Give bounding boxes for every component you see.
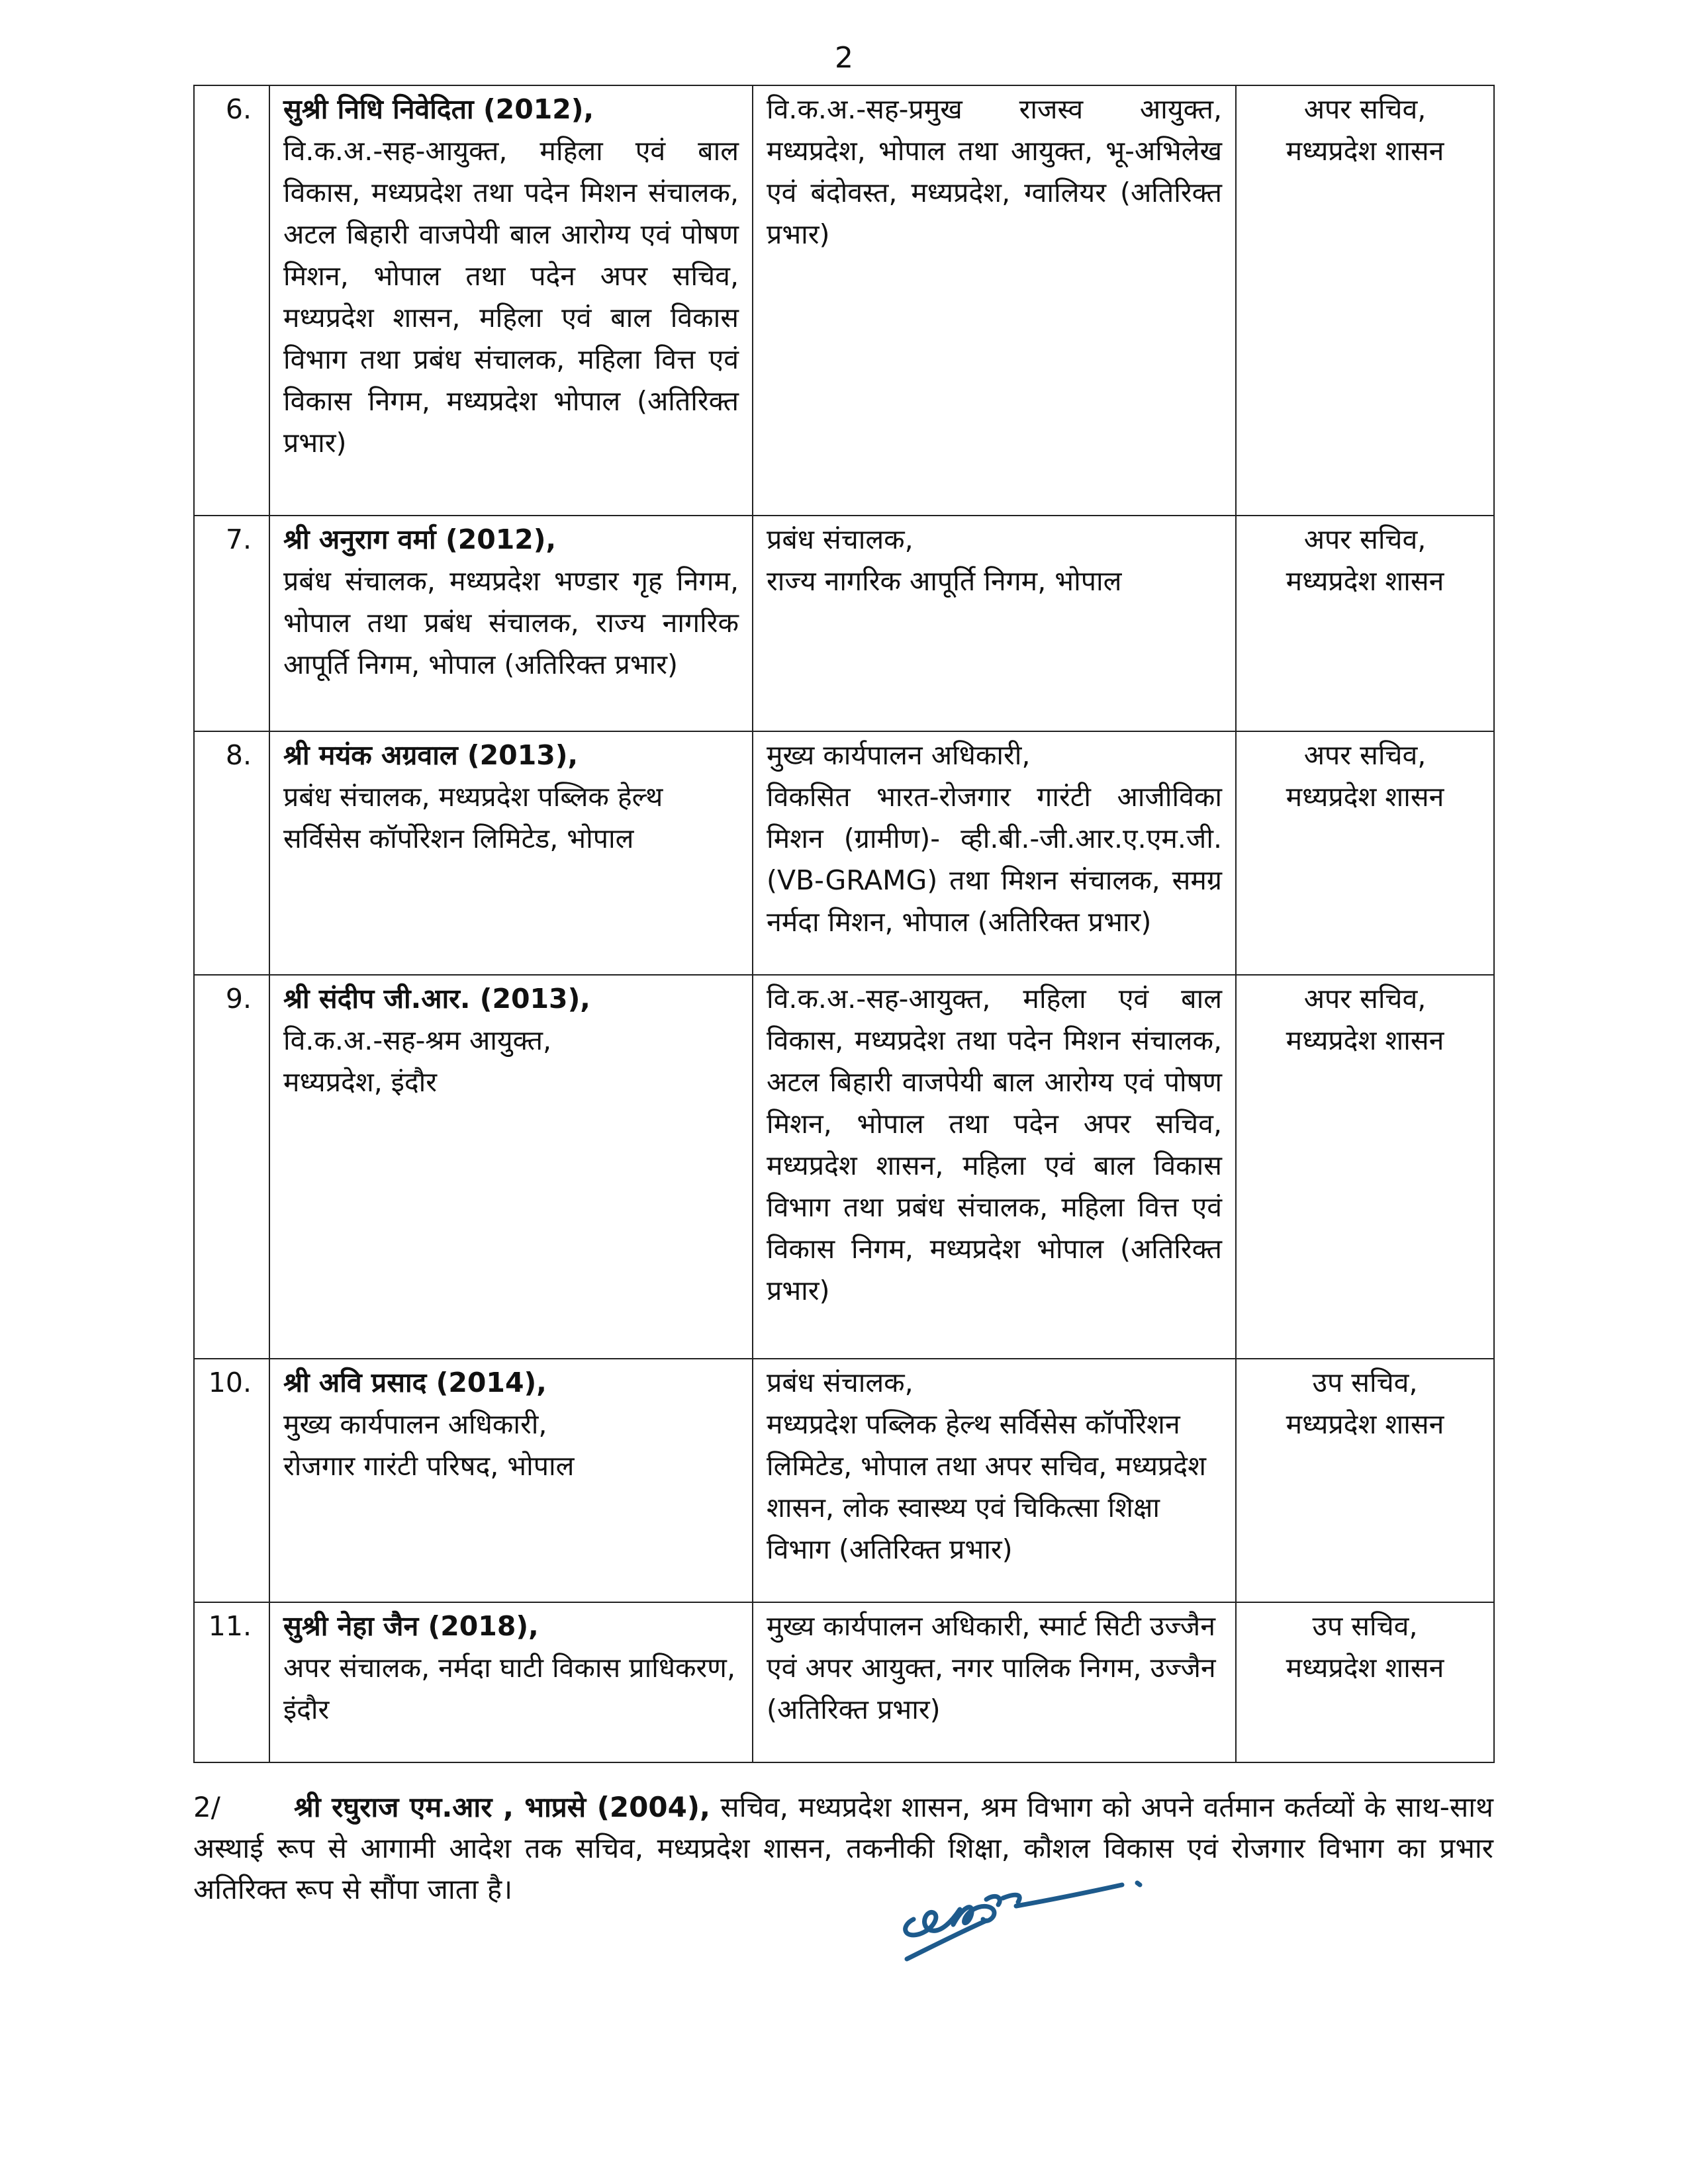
officer-name: सुश्री नेहा जैन (2018), (283, 1610, 539, 1642)
new-posting: विकसित भारत-रोजगार गारंटी आजीविका मिशन (ग्रामीण)- व्ही.बी.-जी.आर.ए.एम.जी.(VB-GRAMG) तथा मिशन संचालक, समग्र नर्मदा मिशन, भोपाल (अतिरिक्त प्रभार) (767, 781, 1222, 938)
rank-government: मध्यप्रदेश शासन (1286, 1408, 1444, 1440)
current-posting-place: रोजगार गारंटी परिषद, भोपाल (283, 1450, 575, 1482)
officer-name: श्री अवि प्रसाद (2014), (283, 1367, 547, 1398)
new-posting-organisation: राज्य नागरिक आपूर्ति निगम, भोपाल (767, 565, 1122, 597)
serial-number: 11. (194, 1602, 269, 1762)
current-posting-title: वि.क.अ.-सह-श्रम आयुक्त, (283, 1024, 552, 1056)
paragraph-text: सचिव, मध्यप्रदेश शासन, श्रम विभाग को अपने वर्तमान कर्तव्यों के साथ-साथ अस्थाई रूप से आगामी आदेश तक सचिव, मध्यप्रदेश शासन, तकनीकी शिक्षा, कौशल विकास एवं रोजगार विभाग का प्रभार अतिरिक्त रूप से सौंपा जाता है। (193, 1791, 1493, 1905)
paragraph-number: 2/ (193, 1791, 220, 1823)
current-posting: प्रबंध संचालक, मध्यप्रदेश भण्डार गृह निगम, भोपाल तथा प्रबंध संचालक, राज्य नागरिक आपूर्ति निगम, भोपाल (अतिरिक्त प्रभार) (283, 565, 739, 680)
new-posting: मुख्य कार्यपालन अधिकारी, स्मार्ट सिटी उज्जैन एवं अपर आयुक्त, नगर पालिक निगम, उज्जैन (अतिरिक्त प्रभार) (767, 1610, 1216, 1725)
officer-name: श्री संदीप जी.आर. (2013), (283, 983, 590, 1015)
rank-government: मध्यप्रदेश शासन (1286, 1024, 1444, 1056)
table-row (194, 516, 1494, 731)
current-posting-place: मध्यप्रदेश, इंदौर (283, 1066, 438, 1098)
rank-government: मध्यप्रदेश शासन (1286, 1652, 1444, 1684)
officer-name: श्री अनुराग वर्मा (2012), (283, 523, 557, 555)
new-posting: वि.क.अ.-सह-प्रमुख राजस्व आयुक्त, मध्यप्रदेश, भोपाल तथा आयुक्त, भू-अभिलेख एवं बंदोवस्त, मध्यप्रदेश, ग्वालियर (अतिरिक्त प्रभार) (767, 93, 1222, 250)
table-row (194, 1602, 1494, 1762)
new-posting-cell (753, 516, 1236, 731)
rank-government: मध्यप्रदेश शासन (1286, 781, 1444, 813)
rank-cell (1236, 1359, 1494, 1602)
rank-title: अपर सचिव, (1303, 523, 1427, 555)
new-posting-title: प्रबंध संचालक, (767, 523, 914, 555)
rank-cell (1236, 516, 1494, 731)
rank-title: उप सचिव, (1312, 1610, 1418, 1642)
transfer-table (193, 85, 1495, 1763)
officer-cell (269, 1359, 753, 1602)
serial-number: 7. (194, 516, 269, 731)
rank-title: अपर सचिव, (1303, 983, 1427, 1015)
page-number: 2 (835, 41, 853, 75)
officer-name: श्री मयंक अग्रवाल (2013), (283, 739, 579, 771)
table-row (194, 731, 1494, 975)
officer-cell (269, 516, 753, 731)
serial-number: 9. (194, 975, 269, 1359)
rank-title: अपर सचिव, (1303, 739, 1427, 771)
rank-cell (1236, 1602, 1494, 1762)
serial-number: 8. (194, 731, 269, 975)
rank-title: उप सचिव, (1312, 1367, 1418, 1398)
rank-government: मध्यप्रदेश शासन (1286, 135, 1444, 167)
new-posting: मध्यप्रदेश पब्लिक हेल्थ सर्विसेस कॉर्पोरेशन लिमिटेड, भोपाल तथा अपर सचिव, मध्यप्रदेश शासन, लोक स्वास्थ्य एवं चिकित्सा शिक्षा विभाग (अतिरिक्त प्रभार) (767, 1408, 1206, 1565)
officer-name: सुश्री निधि निवेदिता (2012), (283, 93, 594, 125)
serial-number: 10. (194, 1359, 269, 1602)
rank-government: मध्यप्रदेश शासन (1286, 565, 1444, 597)
officer-cell (269, 975, 753, 1359)
officer-name: श्री रघुराज एम.आर , भाप्रसे (2004), (294, 1791, 710, 1823)
rank-title: अपर सचिव, (1303, 93, 1427, 125)
new-posting-cell (753, 85, 1236, 516)
current-posting: वि.क.अ.-सह-आयुक्त, महिला एवं बाल विकास, मध्यप्रदेश तथा पदेन मिशन संचालक, अटल बिहारी वाजपेयी बाल आरोग्य एवं पोषण मिशन, भोपाल तथा पदेन अपर सचिव, मध्यप्रदेश शासन, महिला एवं बाल विकास विभाग तथा प्रबंध संचालक, महिला वित्त एवं विकास निगम, मध्यप्रदेश भोपाल (अतिरिक्त प्रभार) (283, 135, 739, 459)
order-paragraph (193, 1787, 1493, 1910)
new-posting-title: मुख्य कार्यपालन अधिकारी, (767, 739, 1031, 771)
table-row (194, 1359, 1494, 1602)
signature-image (887, 1846, 1152, 1972)
new-posting-cell (753, 1359, 1236, 1602)
new-posting-title: प्रबंध संचालक, (767, 1367, 914, 1398)
rank-cell (1236, 85, 1494, 516)
officer-cell (269, 731, 753, 975)
new-posting: वि.क.अ.-सह-आयुक्त, महिला एवं बाल विकास, मध्यप्रदेश तथा पदेन मिशन संचालक, अटल बिहारी वाजपेयी बाल आरोग्य एवं पोषण मिशन, भोपाल तथा पदेन अपर सचिव, मध्यप्रदेश शासन, महिला एवं बाल विकास विभाग तथा प्रबंध संचालक, महिला वित्त एवं विकास निगम, मध्यप्रदेश भोपाल (अतिरिक्त प्रभार) (767, 983, 1222, 1306)
current-posting: प्रबंध संचालक, मध्यप्रदेश पब्लिक हेल्थ सर्विसेस कॉर्पोरेशन लिमिटेड, भोपाल (283, 781, 663, 854)
current-posting-title: मुख्य कार्यपालन अधिकारी, (283, 1408, 547, 1440)
rank-cell (1236, 731, 1494, 975)
new-posting-cell (753, 1602, 1236, 1762)
officer-cell (269, 1602, 753, 1762)
new-posting-cell (753, 975, 1236, 1359)
serial-number: 6. (194, 85, 269, 516)
rank-cell (1236, 975, 1494, 1359)
current-posting: अपर संचालक, नर्मदा घाटी विकास प्राधिकरण, इंदौर (283, 1652, 735, 1725)
table-row (194, 85, 1494, 516)
officer-cell (269, 85, 753, 516)
table-row (194, 975, 1494, 1359)
new-posting-cell (753, 731, 1236, 975)
